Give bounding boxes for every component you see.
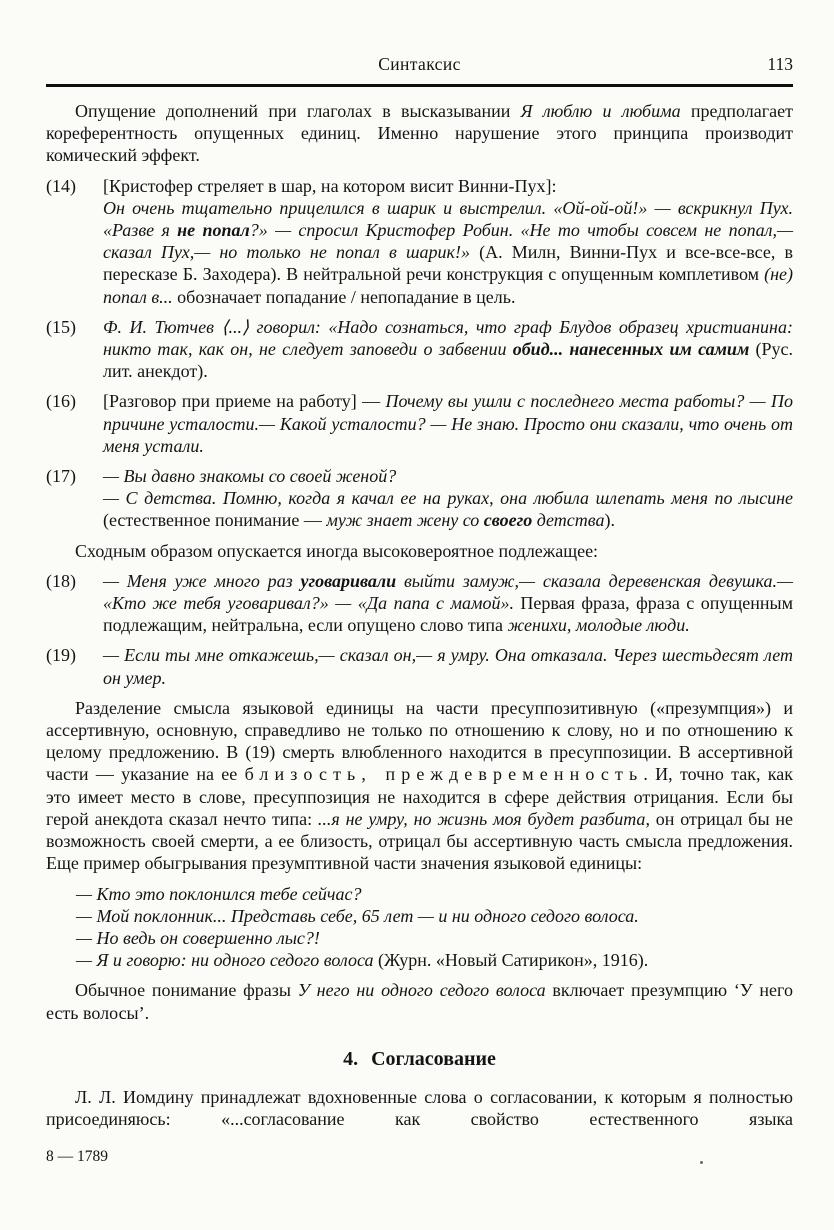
text-segment: женихи, молодые люди. — [507, 615, 690, 636]
example-number: (18) — [46, 570, 76, 591]
text-segment: Почему вы ушли с последнего места работы? — По причине усталости.— Какой усталости? — Не знаю. Просто они сказали, что очень от меня устали. — [103, 391, 793, 456]
signature-mark: 8 — 1789 — [46, 1148, 108, 1165]
section-title: Согласование — [371, 1047, 496, 1070]
text-segment: У него ни одного седого волоса — [297, 980, 546, 1001]
text-segment: — Вы давно знакомы со своей женой? — [103, 466, 397, 487]
page-number: 113 — [767, 54, 793, 74]
example-number: (19) — [46, 645, 76, 666]
page-header — [46, 54, 793, 76]
text-segment: своего — [483, 510, 533, 531]
text-segment: Обычное понимание фразы — [75, 980, 298, 1001]
paragraph — [46, 697, 793, 875]
example-item — [46, 644, 793, 688]
text-segment: Первая фраза, фраза с опущенным подлежащим, нейтральна, если опущено слово типа — [103, 593, 793, 636]
example-text — [103, 316, 793, 383]
text-segment: Он очень тщательно прицелился в шарик и выстрелил. «Ой-ой-ой!» — вскрикнул Пух. «Разве я — [103, 197, 793, 241]
text-segment: [Кристофер стреляет в шар, на котором висит Винни-Пух]: — [103, 175, 557, 196]
paragraph — [46, 1086, 793, 1130]
text-segment: Ф. И. Тютчев ⟨...⟩ говорил: «Надо сознаться, что граф Блудов образец христианина: никто так, как он, не следует заповеди о забвении — [103, 316, 793, 360]
text-segment: (Рус. лит. анекдот). — [103, 339, 793, 382]
text-segment: муж знает жену со — [326, 510, 484, 531]
text-segment: Сходным образом опускается иногда высоковероятное подлежащее: — [75, 540, 599, 561]
section-number: 4. — [343, 1047, 359, 1070]
text-segment: (не) попал в... — [103, 264, 793, 307]
text-segment: Я люблю и любима — [520, 101, 681, 121]
text-segment: — Меня уже много раз — [103, 570, 301, 591]
text-segment: , он отрицал бы не возможность своей смерти, а ее близость, отрицал бы ассертивную часть смысла предложения. Еще пример обыгрывания презумптивной части значения языковой единицы: — [46, 808, 793, 874]
text-segment: . И, точно так, как это имеет место в слове, пресуппозиция не находится в сфере действия отрицания. Если бы герой анекдота сказал нечто типа: — [46, 764, 794, 829]
text-segment: ...я не умру, но жизнь моя будет разбита — [317, 808, 646, 829]
paragraph — [46, 979, 793, 1023]
dialogue-line — [76, 883, 793, 905]
example-text — [103, 465, 793, 532]
example-number: (15) — [46, 316, 76, 337]
text-segment: — Кто это поклонился тебе сейчас? — [76, 883, 362, 904]
example-number: (14) — [46, 175, 76, 196]
text-segment: выйти замуж,— сказала деревенская девушка.— «Кто же тебя уговаривал?» — «Да папа с мамой». — [103, 570, 794, 614]
text-segment: Л. Л. Иомдину принадлежат вдохновенные слова о согласовании, к которым я полностью присоединяюсь: «...согласование как свойство естественного языка — [46, 1086, 793, 1130]
text-segment: (А. Милн, Винни-Пух и все-все-все, в пересказе Б. Заходера). В нейтральной речи конструкция с опущенным комплетивом — [103, 242, 793, 285]
example-text — [103, 570, 793, 637]
paragraph — [46, 100, 793, 167]
text-segment: — Мой поклонник... Представь себе, 65 лет — и ни одного седого волоса. — [76, 905, 639, 926]
dialogue-line — [76, 927, 793, 949]
text-segment: (Журн. «Новый Сатирикон», 1916). — [378, 950, 649, 971]
example-item — [46, 175, 793, 308]
text-segment: — Но ведь он совершенно лыс?! — [76, 927, 320, 948]
example-text — [103, 175, 793, 308]
text-segment: близость, преждевременность — [244, 764, 644, 785]
text-segment: Разделение смысла языковой единицы на части пресуппозитивную («презумпция») и ассертивную, основную, справедливо не только по отношению к слову, но и по отношению к целому предложению. В (19) смерть влюбленного находится в пресуппозиции. В ассертивной части — указание на ее — [46, 697, 793, 785]
text-segment: включает презумпцию ‘У него есть волосы’. — [46, 980, 793, 1023]
example-item — [46, 390, 793, 457]
text-segment: детства — [532, 510, 605, 531]
text-segment: предполагает кореферентность опущенных единиц. Именно нарушение этого принципа производит комический эффект. — [46, 101, 793, 166]
text-segment: [Разговор при приеме на работу] — — [103, 391, 386, 412]
text-segment: ?» — спросил Кристофер Робин. «Не то чтобы совсем не попал,— сказал Пух,— но только не попал в шарик!» — [103, 220, 793, 263]
example-item — [46, 465, 793, 532]
section-heading — [46, 1048, 793, 1070]
text-segment: ). — [604, 510, 615, 531]
dialogue-line — [76, 949, 793, 971]
text-segment: — Если ты мне откажешь,— сказал он,— я умру. Она отказала. Через шестьдесят лет он умер. — [103, 645, 793, 688]
text-segment: не попал — [177, 220, 250, 241]
paragraph — [46, 540, 793, 562]
page-body — [46, 100, 793, 1130]
example-text — [103, 390, 793, 457]
example-item — [46, 570, 793, 637]
example-number: (17) — [46, 466, 76, 487]
header-rule — [46, 84, 793, 87]
text-segment: — Я и говорю: ни одного седого волоса — [76, 950, 379, 971]
example-number: (16) — [46, 391, 76, 412]
example-text — [103, 644, 793, 688]
text-segment: обозначает попадание / непопадание в цель. — [172, 286, 516, 307]
text-segment: уговаривали — [300, 570, 397, 591]
text-segment: Опущение дополнений при глаголах в высказывании — [75, 101, 521, 121]
dialogue-line — [76, 905, 793, 927]
scan-artifact-dot — [700, 1161, 703, 1164]
text-segment: обид... нанесенных им самим — [512, 339, 750, 360]
example-item — [46, 316, 793, 383]
text-segment: (естественное понимание — — [103, 510, 327, 531]
running-title: Синтаксис — [378, 54, 461, 74]
text-segment: — С детства. Помню, когда я качал ее на руках, она любила шлепать меня по лысине — [103, 488, 793, 509]
